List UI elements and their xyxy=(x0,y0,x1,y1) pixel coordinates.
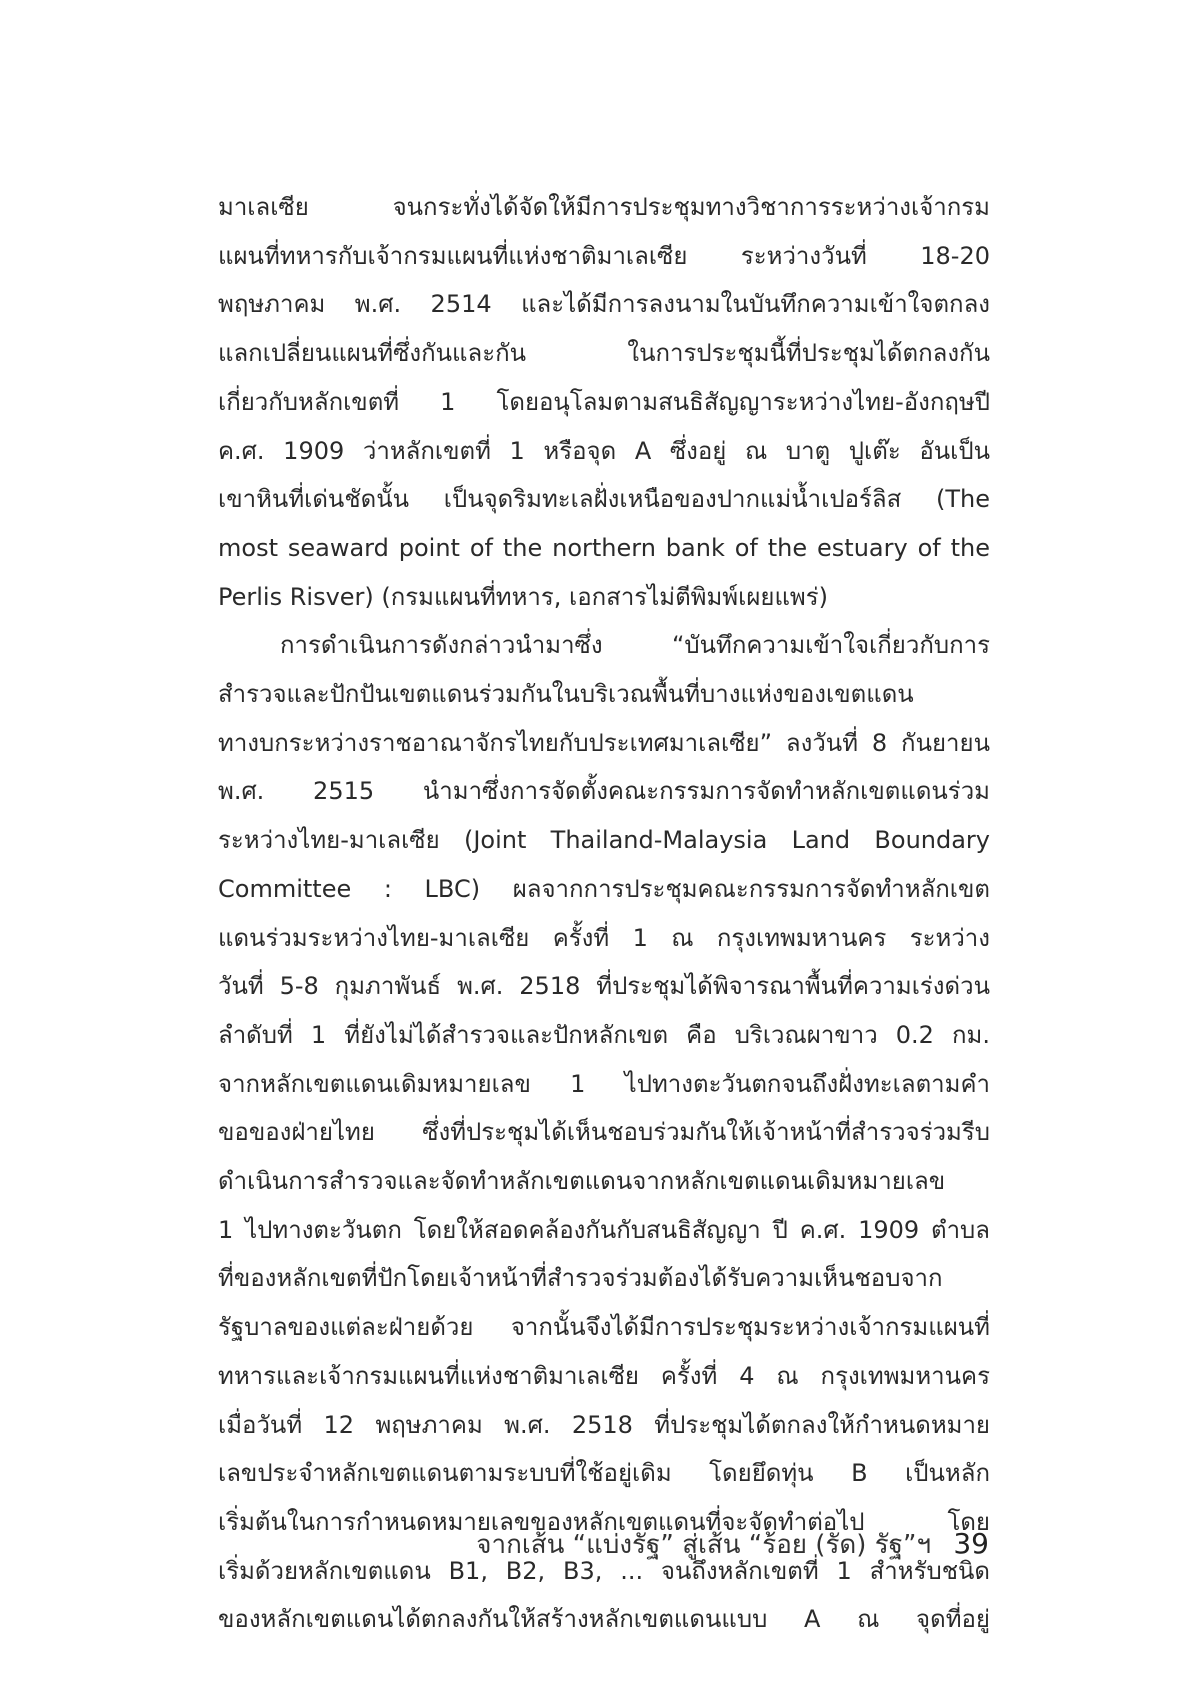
text-line: พ.ศ. 2515 นำมาซึ่งการจัดตั้งคณะกรรมการจัดทำหลักเขตแดนร่วม xyxy=(218,777,990,806)
paragraph-2 xyxy=(218,621,990,1644)
text-line: Perlis Risver) (กรมแผนที่ทหาร, เอกสารไม่ตีพิมพ์เผยแพร่) xyxy=(218,582,828,611)
text-line: รัฐบาลของแต่ละฝ่ายด้วย จากนั้นจึงได้มีการประชุมระหว่างเจ้ากรมแผนที่ xyxy=(218,1313,990,1342)
text-line: จากหลักเขตแดนเดิมหมายเลข 1 ไปทางตะวันตกจนถึงฝั่งทะเลตามคำ xyxy=(218,1069,990,1098)
text-line: 1 ไปทางตะวันตก โดยให้สอดคล้องกันกับสนธิสัญญา ปี ค.ศ. 1909 ตำบล xyxy=(218,1215,990,1244)
page-number: 39 xyxy=(953,1527,989,1560)
text-line: ค.ศ. 1909 ว่าหลักเขตที่ 1 หรือจุด A ซึ่งอยู่ ณ บาตู ปูเต๊ะ อันเป็น xyxy=(218,436,990,465)
text-line: ขอของฝ่ายไทย ซึ่งที่ประชุมได้เห็นชอบร่วมกันให้เจ้าหน้าที่สำรวจร่วมรีบ xyxy=(218,1118,990,1147)
text-line: ทางบกระหว่างราชอาณาจักรไทยกับประเทศมาเลเซีย” ลงวันที่ 8 กันยายน xyxy=(218,728,990,757)
text-line: ระหว่างไทย-มาเลเซีย (Joint Thailand-Malaysia Land Boundary xyxy=(218,826,990,855)
text-line: Committee : LBC) ผลจากการประชุมคณะกรรมการจัดทำหลักเขต xyxy=(218,874,990,903)
text-line: เขาหินที่เด่นชัดนั้น เป็นจุดริมทะเลฝั่งเหนือของปากแม่น้ำเปอร์ลิส (The xyxy=(218,485,990,514)
text-line: เริ่มต้นในการกำหนดหมายเลขของหลักเขตแดนที่จะจัดทำต่อไป โดย xyxy=(218,1507,990,1536)
text-line: ทหารและเจ้ากรมแผนที่แห่งชาติมาเลเซีย ครั้งที่ 4 ณ กรุงเทพมหานคร xyxy=(218,1361,990,1390)
page-footer xyxy=(476,1524,989,1565)
text-line: สำรวจและปักปันเขตแดนร่วมกันในบริเวณพื้นที่บางแห่งของเขตแดน xyxy=(218,680,914,709)
text-line: เลขประจำหลักเขตแดนตามระบบที่ใช้อยู่เดิม โดยยึดทุ่น B เป็นหลัก xyxy=(218,1459,990,1488)
text-line: แผนที่ทหารกับเจ้ากรมแผนที่แห่งชาติมาเลเซีย ระหว่างวันที่ 18-20 xyxy=(218,241,990,270)
text-line: เริ่มด้วยหลักเขตแดน B1, B2, B3, ... จนถึงหลักเขตที่ 1 สำหรับชนิด xyxy=(218,1556,990,1585)
text-line: แดนร่วมระหว่างไทย-มาเลเซีย ครั้งที่ 1 ณ กรุงเทพมหานคร ระหว่าง xyxy=(218,923,990,952)
running-title: จากเส้น “แบ่งรัฐ” สู่เส้น “ร้อย (รัด) รัฐ”ฯ xyxy=(476,1530,932,1560)
paragraph-1 xyxy=(218,183,990,621)
text-line: ดำเนินการสำรวจและจัดทำหลักเขตแดนจากหลักเขตแดนเดิมหมายเลข xyxy=(218,1167,946,1196)
text-line: แลกเปลี่ยนแผนที่ซึ่งกันและกัน ในการประชุมนี้ที่ประชุมได้ตกลงกัน xyxy=(218,339,990,368)
text-line: ลำดับที่ 1 ที่ยังไม่ได้สำรวจและปักหลักเขต คือ บริเวณผาขาว 0.2 กม. xyxy=(218,1020,990,1049)
text-line: วันที่ 5-8 กุมภาพันธ์ พ.ศ. 2518 ที่ประชุมได้พิจารณาพื้นที่ความเร่งด่วน xyxy=(218,972,990,1001)
body-text xyxy=(218,183,990,1644)
text-line: most seaward point of the northern bank of the estuary of the xyxy=(218,533,990,562)
text-line: เกี่ยวกับหลักเขตที่ 1 โดยอนุโลมตามสนธิสัญญาระหว่างไทย-อังกฤษปี xyxy=(218,387,990,416)
text-line: ที่ของหลักเขตที่ปักโดยเจ้าหน้าที่สำรวจร่วมต้องได้รับความเห็นชอบจาก xyxy=(218,1264,943,1293)
text-line: ของหลักเขตแดนได้ตกลงกันให้สร้างหลักเขตแดนแบบ A ณ จุดที่อยู่ xyxy=(218,1605,990,1634)
text-line: มาเลเซีย จนกระทั่งได้จัดให้มีการประชุมทางวิชาการระหว่างเจ้ากรม xyxy=(218,193,990,221)
text-line: พฤษภาคม พ.ศ. 2514 และได้มีการลงนามในบันทึกความเข้าใจตกลง xyxy=(218,290,990,319)
text-line: การดำเนินการดังกล่าวนำมาซึ่ง “บันทึกความเข้าใจเกี่ยวกับการ xyxy=(280,631,990,660)
text-line: เมื่อวันที่ 12 พฤษภาคม พ.ศ. 2518 ที่ประชุมได้ตกลงให้กำหนดหมาย xyxy=(218,1410,990,1439)
